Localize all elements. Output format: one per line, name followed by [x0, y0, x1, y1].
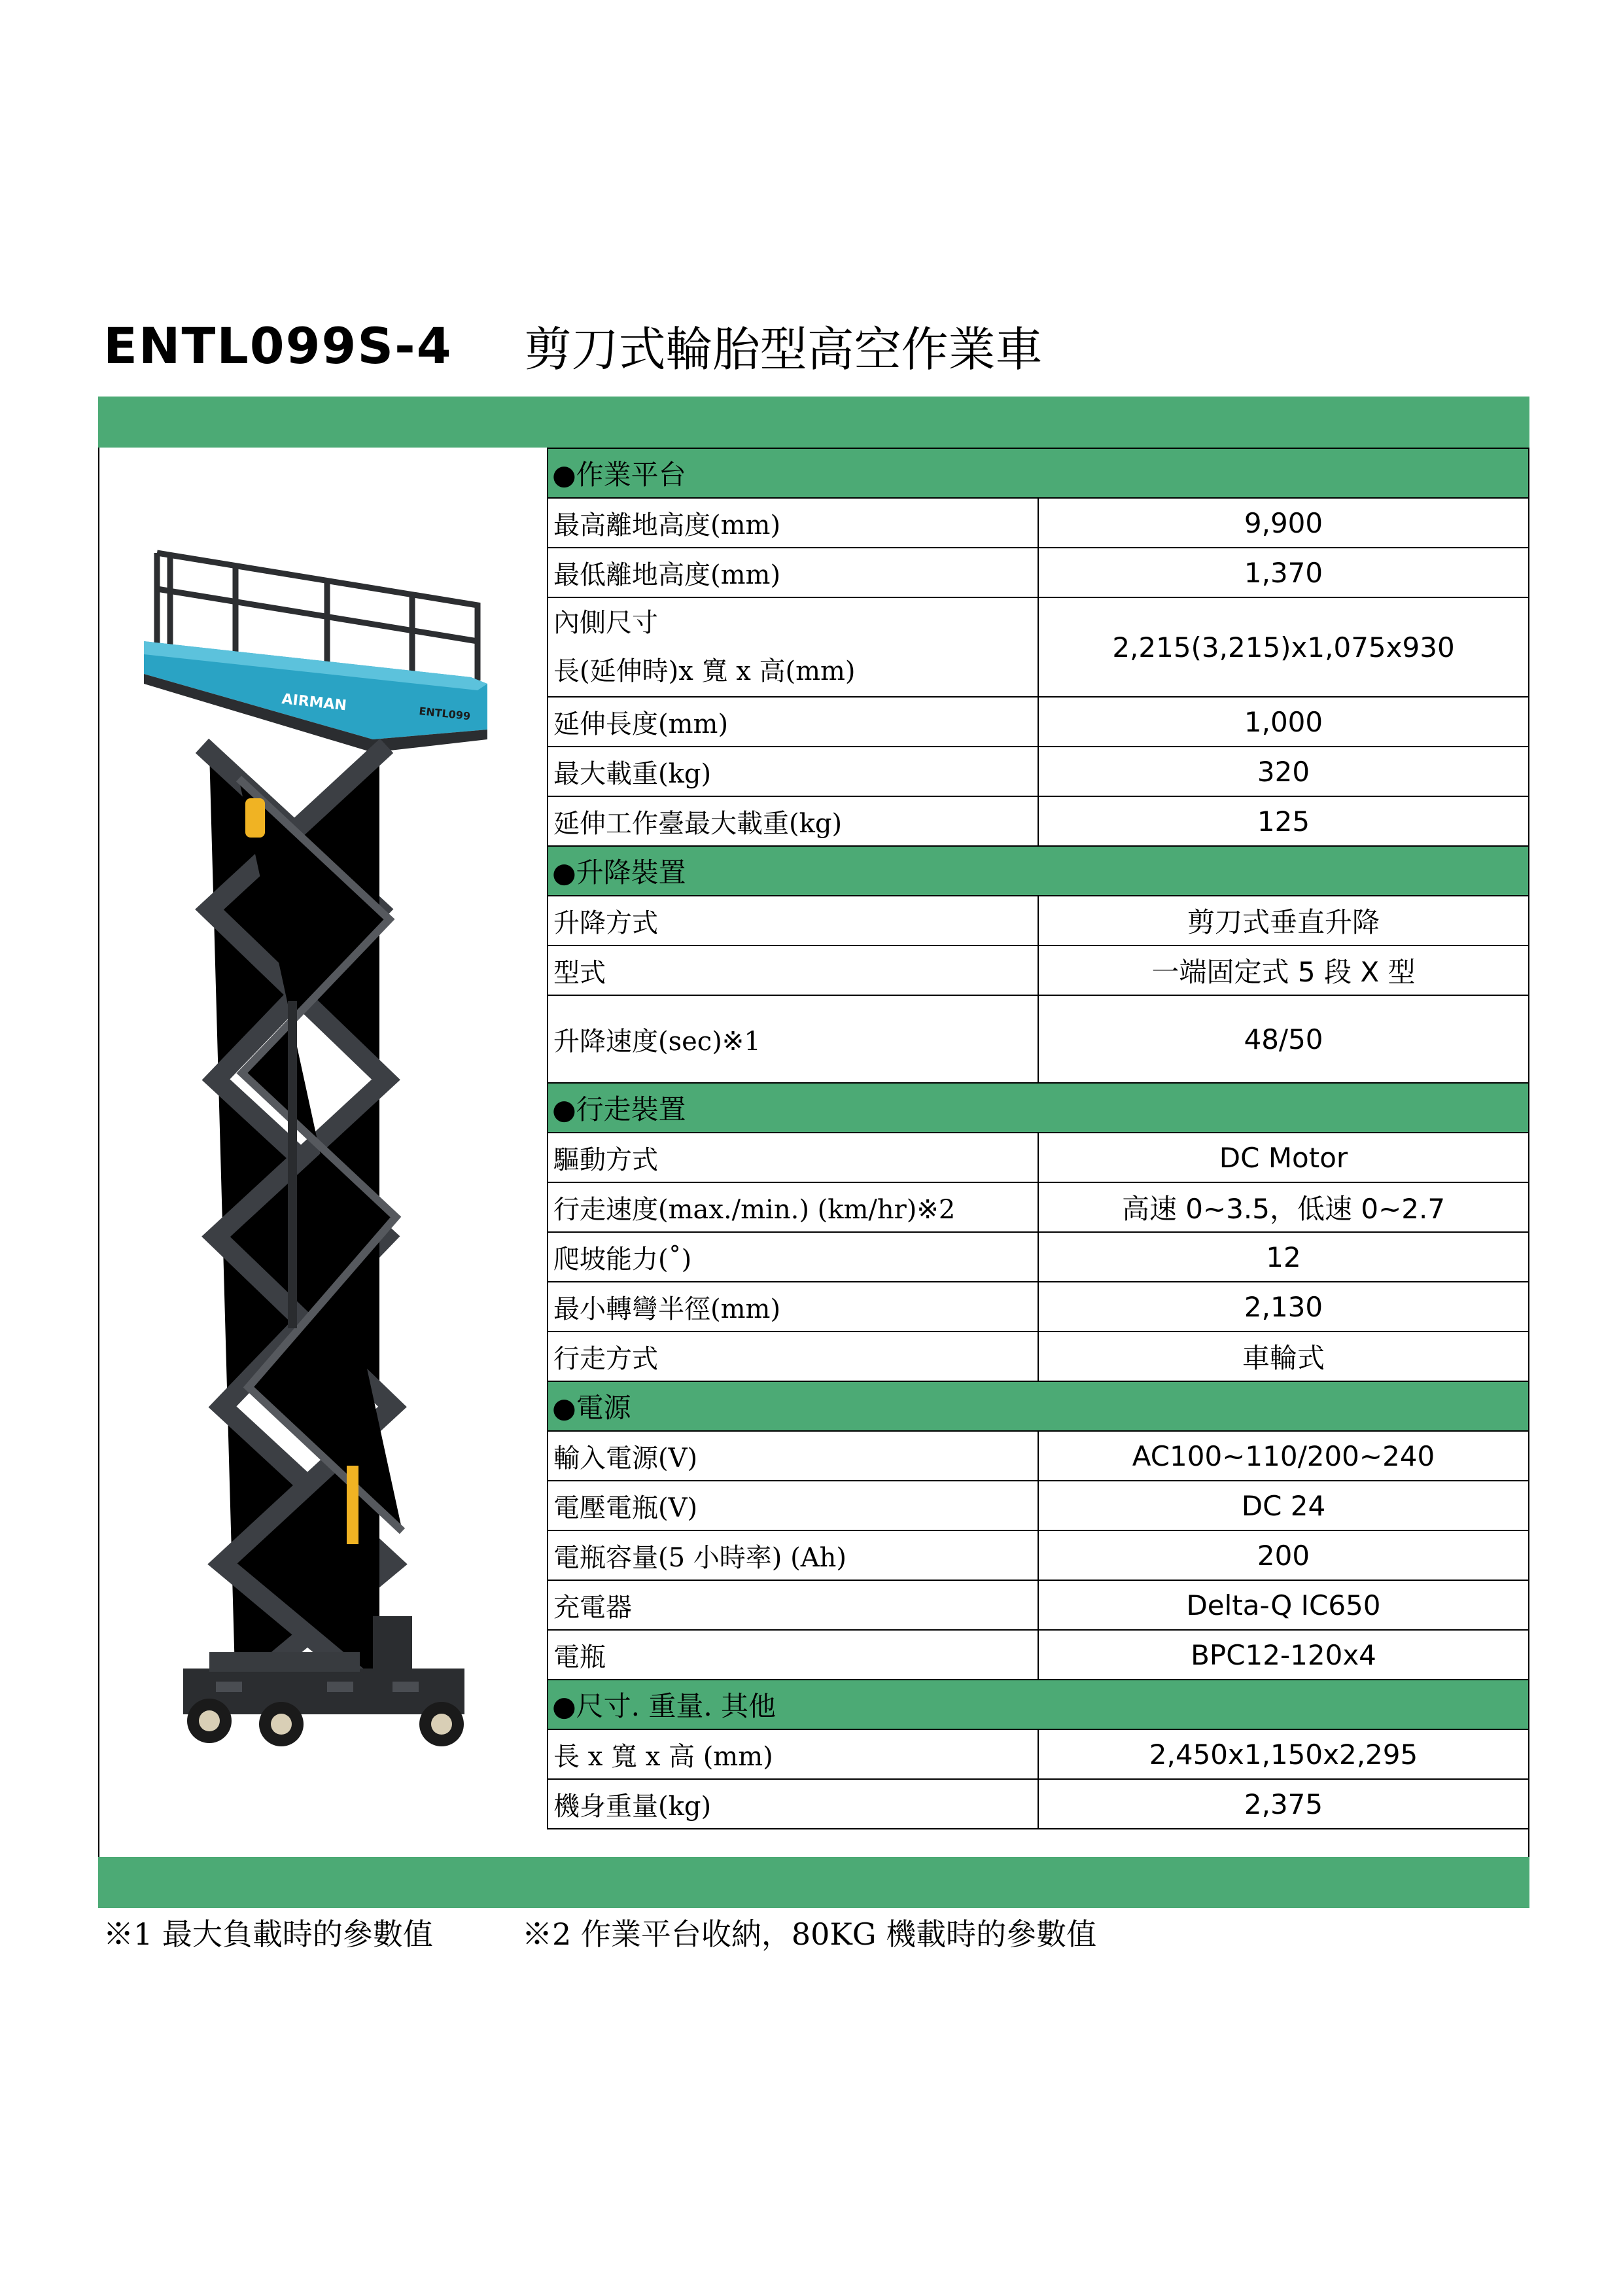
spec-value: 車輪式: [1038, 1332, 1529, 1381]
spec-value: 125: [1038, 796, 1529, 846]
spec-row: [548, 796, 1529, 846]
page-title: [103, 306, 1043, 385]
spec-value: 2,130: [1038, 1282, 1529, 1332]
spec-row: [548, 1779, 1529, 1829]
spec-row: [548, 995, 1529, 1083]
spec-row: [548, 1232, 1529, 1282]
footnotes: [103, 1911, 1097, 1954]
spec-label: 行走速度(max./min.) (km/hr)※2: [548, 1182, 1038, 1232]
spec-value: 一端固定式 5 段 X 型: [1038, 945, 1529, 995]
spec-label: 電瓶: [548, 1630, 1038, 1680]
footer-band: [98, 1857, 1529, 1908]
spec-label: 升降方式: [548, 896, 1038, 945]
spec-label-line1: 內側尺寸: [553, 608, 658, 638]
spec-row: [548, 1431, 1529, 1481]
product-name: 剪刀式輪胎型高空作業車: [524, 322, 1043, 377]
hydraulic-fitting: [245, 798, 265, 838]
spec-label: [548, 597, 1038, 697]
section-header-lift: ●升降裝置: [548, 846, 1529, 896]
spec-row: [548, 1133, 1529, 1182]
spec-label: 行走方式: [548, 1332, 1038, 1381]
spec-label: 爬坡能力(˚): [548, 1232, 1038, 1282]
spec-row: [548, 1332, 1529, 1381]
spec-row: [548, 548, 1529, 597]
spec-label: 升降速度(sec)※1: [548, 995, 1038, 1083]
model-badge: ENTL099: [418, 705, 471, 723]
scissor-lift-image: [131, 543, 510, 1760]
spec-value: BPC12-120x4: [1038, 1630, 1529, 1680]
spec-row: [548, 1282, 1529, 1332]
spec-value: Delta-Q IC650: [1038, 1580, 1529, 1630]
spec-row: [548, 896, 1529, 945]
spec-label: 最低離地高度(mm): [548, 548, 1038, 597]
spec-value: 48/50: [1038, 995, 1529, 1083]
spec-row: [548, 1729, 1529, 1779]
spec-label: 延伸工作臺最大載重(kg): [548, 796, 1038, 846]
spec-value: 1,370: [1038, 548, 1529, 597]
model-number: ENTL099S-4: [103, 316, 453, 375]
spec-value: 320: [1038, 747, 1529, 796]
spec-row: [548, 1481, 1529, 1530]
spec-label: 長 x 寬 x 高 (mm): [548, 1729, 1038, 1779]
spec-value: 9,900: [1038, 498, 1529, 548]
spec-label: 延伸長度(mm): [548, 697, 1038, 747]
spec-row: [548, 945, 1529, 995]
spec-label: 充電器: [548, 1580, 1038, 1630]
spec-value: 2,450x1,150x2,295: [1038, 1729, 1529, 1779]
spec-value: 剪刀式垂直升降: [1038, 896, 1529, 945]
header-band: [98, 397, 1529, 448]
spec-label: 電壓電瓶(V): [548, 1481, 1038, 1530]
spec-row: [548, 498, 1529, 548]
spec-value: 12: [1038, 1232, 1529, 1282]
footnote-1: ※1 最大負載時的參數值: [103, 1916, 433, 1952]
spec-value: AC100~110/200~240: [1038, 1431, 1529, 1481]
spec-row: [548, 597, 1529, 697]
spec-label: 最大載重(kg): [548, 747, 1038, 796]
spec-value: 2,215(3,215)x1,075x930: [1038, 597, 1529, 697]
spec-label: 型式: [548, 945, 1038, 995]
spec-value: DC 24: [1038, 1481, 1529, 1530]
spec-row: [548, 1530, 1529, 1580]
spec-value: 2,375: [1038, 1779, 1529, 1829]
spec-label: 最高離地高度(mm): [548, 498, 1038, 548]
spec-row: [548, 1580, 1529, 1630]
section-header-travel: ●行走裝置: [548, 1083, 1529, 1133]
spec-label-line2: 長(延伸時)x 寬 x 高(mm): [553, 656, 856, 686]
spec-value: DC Motor: [1038, 1133, 1529, 1182]
spec-value: 200: [1038, 1530, 1529, 1580]
spec-row: [548, 1630, 1529, 1680]
section-header-platform: ●作業平台: [548, 448, 1529, 498]
spec-label: 驅動方式: [548, 1133, 1038, 1182]
spec-table: [547, 448, 1529, 1829]
section-header-dimensions: ●尺寸. 重量. 其他: [548, 1680, 1529, 1729]
spec-label: 機身重量(kg): [548, 1779, 1038, 1829]
spec-label: 電瓶容量(5 小時率) (Ah): [548, 1530, 1038, 1580]
brand-text: AIRMAN: [281, 691, 347, 715]
spec-label: 輸入電源(V): [548, 1431, 1038, 1481]
footnote-2: ※2 作業平台收納，80KG 機載時的參數值: [522, 1916, 1097, 1952]
spec-value: 高速 0~3.5，低速 0~2.7: [1038, 1182, 1529, 1232]
spec-label: 最小轉彎半徑(mm): [548, 1282, 1038, 1332]
spec-value: 1,000: [1038, 697, 1529, 747]
section-header-power: ●電源: [548, 1381, 1529, 1431]
spec-row: [548, 1182, 1529, 1232]
spec-row: [548, 747, 1529, 796]
spec-row: [548, 697, 1529, 747]
